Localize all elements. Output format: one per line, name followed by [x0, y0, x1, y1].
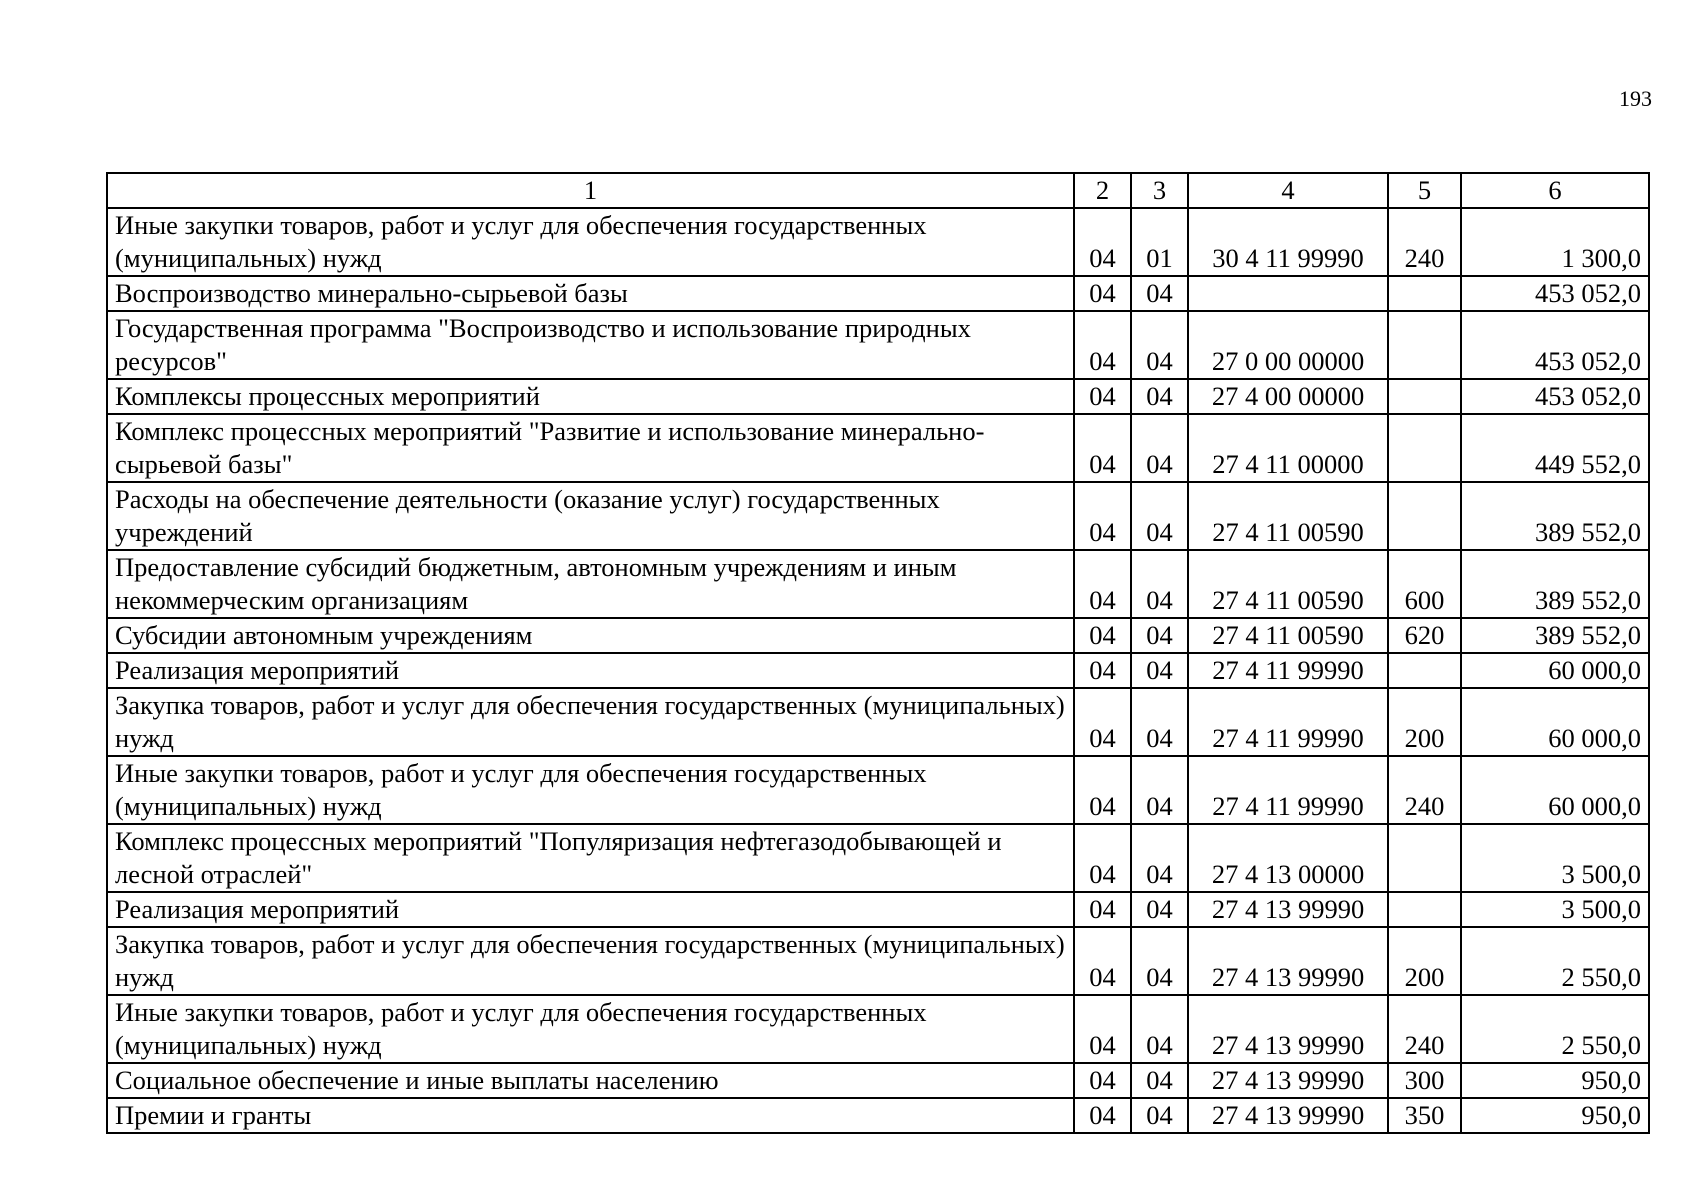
table-row — [107, 550, 1649, 618]
table-row — [107, 892, 1649, 927]
cell-target-article: 27 4 00 00000 — [1188, 379, 1388, 414]
cell-name: Комплекс процессных мероприятий "Популяризация нефтегазодобывающей и лесной отраслей" — [107, 824, 1074, 892]
cell-target-article: 27 4 13 99990 — [1188, 1098, 1388, 1133]
cell-amount: 3 500,0 — [1461, 824, 1649, 892]
cell-amount: 60 000,0 — [1461, 688, 1649, 756]
cell-subsection: 04 — [1131, 824, 1188, 892]
cell-section: 04 — [1074, 1063, 1131, 1098]
cell-section: 04 — [1074, 824, 1131, 892]
column-header-6: 6 — [1461, 173, 1649, 208]
cell-section: 04 — [1074, 379, 1131, 414]
cell-subsection: 04 — [1131, 550, 1188, 618]
cell-subsection: 04 — [1131, 618, 1188, 653]
cell-target-article: 27 4 11 00590 — [1188, 550, 1388, 618]
table-row — [107, 756, 1649, 824]
cell-subsection: 01 — [1131, 208, 1188, 276]
table-row — [107, 276, 1649, 311]
table-row — [107, 482, 1649, 550]
budget-table — [106, 172, 1650, 1134]
cell-subsection: 04 — [1131, 482, 1188, 550]
cell-amount: 453 052,0 — [1461, 311, 1649, 379]
cell-name: Расходы на обеспечение деятельности (оказание услуг) государственных учреждений — [107, 482, 1074, 550]
cell-subsection: 04 — [1131, 927, 1188, 995]
cell-target-article: 27 4 11 00000 — [1188, 414, 1388, 482]
cell-name: Реализация мероприятий — [107, 653, 1074, 688]
column-header-5: 5 — [1388, 173, 1461, 208]
cell-amount: 1 300,0 — [1461, 208, 1649, 276]
cell-name: Предоставление субсидий бюджетным, автономным учреждениям и иным некоммерческим организациям — [107, 550, 1074, 618]
table-row — [107, 618, 1649, 653]
table-row — [107, 1063, 1649, 1098]
cell-section: 04 — [1074, 1098, 1131, 1133]
cell-expense-type: 240 — [1388, 756, 1461, 824]
cell-section: 04 — [1074, 311, 1131, 379]
table-body — [107, 173, 1649, 1133]
column-header-3: 3 — [1131, 173, 1188, 208]
cell-name: Государственная программа "Воспроизводство и использование природных ресурсов" — [107, 311, 1074, 379]
cell-section: 04 — [1074, 892, 1131, 927]
cell-target-article — [1188, 276, 1388, 311]
cell-expense-type — [1388, 653, 1461, 688]
cell-name: Социальное обеспечение и иные выплаты населению — [107, 1063, 1074, 1098]
cell-subsection: 04 — [1131, 892, 1188, 927]
cell-target-article: 27 0 00 00000 — [1188, 311, 1388, 379]
cell-name: Субсидии автономным учреждениям — [107, 618, 1074, 653]
cell-name: Иные закупки товаров, работ и услуг для обеспечения государственных (муниципальных) нужд — [107, 208, 1074, 276]
cell-subsection: 04 — [1131, 414, 1188, 482]
cell-target-article: 27 4 13 00000 — [1188, 824, 1388, 892]
cell-expense-type: 600 — [1388, 550, 1461, 618]
cell-section: 04 — [1074, 550, 1131, 618]
cell-subsection: 04 — [1131, 1098, 1188, 1133]
table-row — [107, 1098, 1649, 1133]
table-row — [107, 995, 1649, 1063]
cell-name: Реализация мероприятий — [107, 892, 1074, 927]
cell-section: 04 — [1074, 276, 1131, 311]
cell-target-article: 27 4 11 99990 — [1188, 756, 1388, 824]
cell-target-article: 27 4 11 99990 — [1188, 653, 1388, 688]
cell-amount: 389 552,0 — [1461, 550, 1649, 618]
cell-amount: 3 500,0 — [1461, 892, 1649, 927]
cell-section: 04 — [1074, 756, 1131, 824]
cell-expense-type — [1388, 482, 1461, 550]
cell-subsection: 04 — [1131, 311, 1188, 379]
cell-expense-type: 200 — [1388, 688, 1461, 756]
cell-target-article: 27 4 13 99990 — [1188, 892, 1388, 927]
cell-subsection: 04 — [1131, 1063, 1188, 1098]
cell-section: 04 — [1074, 688, 1131, 756]
cell-target-article: 27 4 11 00590 — [1188, 482, 1388, 550]
cell-amount: 453 052,0 — [1461, 276, 1649, 311]
cell-expense-type — [1388, 311, 1461, 379]
table-row — [107, 311, 1649, 379]
cell-amount: 2 550,0 — [1461, 995, 1649, 1063]
column-header-2: 2 — [1074, 173, 1131, 208]
column-header-1: 1 — [107, 173, 1074, 208]
cell-section: 04 — [1074, 208, 1131, 276]
cell-expense-type — [1388, 276, 1461, 311]
cell-subsection: 04 — [1131, 995, 1188, 1063]
cell-subsection: 04 — [1131, 653, 1188, 688]
cell-target-article: 27 4 11 99990 — [1188, 688, 1388, 756]
cell-expense-type: 300 — [1388, 1063, 1461, 1098]
cell-amount: 389 552,0 — [1461, 482, 1649, 550]
cell-name: Комплекс процессных мероприятий "Развитие и использование минерально-сырьевой базы" — [107, 414, 1074, 482]
cell-amount: 2 550,0 — [1461, 927, 1649, 995]
cell-name: Иные закупки товаров, работ и услуг для обеспечения государственных (муниципальных) нужд — [107, 756, 1074, 824]
table-row — [107, 653, 1649, 688]
table-row — [107, 379, 1649, 414]
cell-amount: 389 552,0 — [1461, 618, 1649, 653]
cell-expense-type: 620 — [1388, 618, 1461, 653]
cell-section: 04 — [1074, 927, 1131, 995]
table-row — [107, 688, 1649, 756]
cell-name: Иные закупки товаров, работ и услуг для обеспечения государственных (муниципальных) нужд — [107, 995, 1074, 1063]
column-header-4: 4 — [1188, 173, 1388, 208]
table-row — [107, 824, 1649, 892]
cell-expense-type — [1388, 379, 1461, 414]
cell-name: Комплексы процессных мероприятий — [107, 379, 1074, 414]
cell-amount: 950,0 — [1461, 1098, 1649, 1133]
cell-name: Закупка товаров, работ и услуг для обеспечения государственных (муниципальных) нужд — [107, 927, 1074, 995]
cell-name: Закупка товаров, работ и услуг для обеспечения государственных (муниципальных) нужд — [107, 688, 1074, 756]
cell-section: 04 — [1074, 482, 1131, 550]
cell-section: 04 — [1074, 995, 1131, 1063]
cell-expense-type: 350 — [1388, 1098, 1461, 1133]
cell-target-article: 30 4 11 99990 — [1188, 208, 1388, 276]
cell-name: Воспроизводство минерально-сырьевой базы — [107, 276, 1074, 311]
cell-expense-type — [1388, 414, 1461, 482]
page-number: 193 — [1619, 86, 1652, 111]
cell-subsection: 04 — [1131, 276, 1188, 311]
cell-expense-type: 240 — [1388, 208, 1461, 276]
cell-amount: 453 052,0 — [1461, 379, 1649, 414]
cell-expense-type — [1388, 892, 1461, 927]
cell-expense-type — [1388, 824, 1461, 892]
table-row — [107, 927, 1649, 995]
cell-subsection: 04 — [1131, 756, 1188, 824]
cell-subsection: 04 — [1131, 379, 1188, 414]
cell-amount: 60 000,0 — [1461, 756, 1649, 824]
cell-expense-type: 240 — [1388, 995, 1461, 1063]
cell-amount: 449 552,0 — [1461, 414, 1649, 482]
cell-target-article: 27 4 13 99990 — [1188, 927, 1388, 995]
cell-section: 04 — [1074, 414, 1131, 482]
cell-amount: 950,0 — [1461, 1063, 1649, 1098]
cell-section: 04 — [1074, 653, 1131, 688]
cell-amount: 60 000,0 — [1461, 653, 1649, 688]
cell-target-article: 27 4 11 00590 — [1188, 618, 1388, 653]
cell-subsection: 04 — [1131, 688, 1188, 756]
cell-section: 04 — [1074, 618, 1131, 653]
cell-target-article: 27 4 13 99990 — [1188, 995, 1388, 1063]
cell-expense-type: 200 — [1388, 927, 1461, 995]
cell-name: Премии и гранты — [107, 1098, 1074, 1133]
table-row — [107, 414, 1649, 482]
table-row — [107, 208, 1649, 276]
cell-target-article: 27 4 13 99990 — [1188, 1063, 1388, 1098]
table-header-row — [107, 173, 1649, 208]
